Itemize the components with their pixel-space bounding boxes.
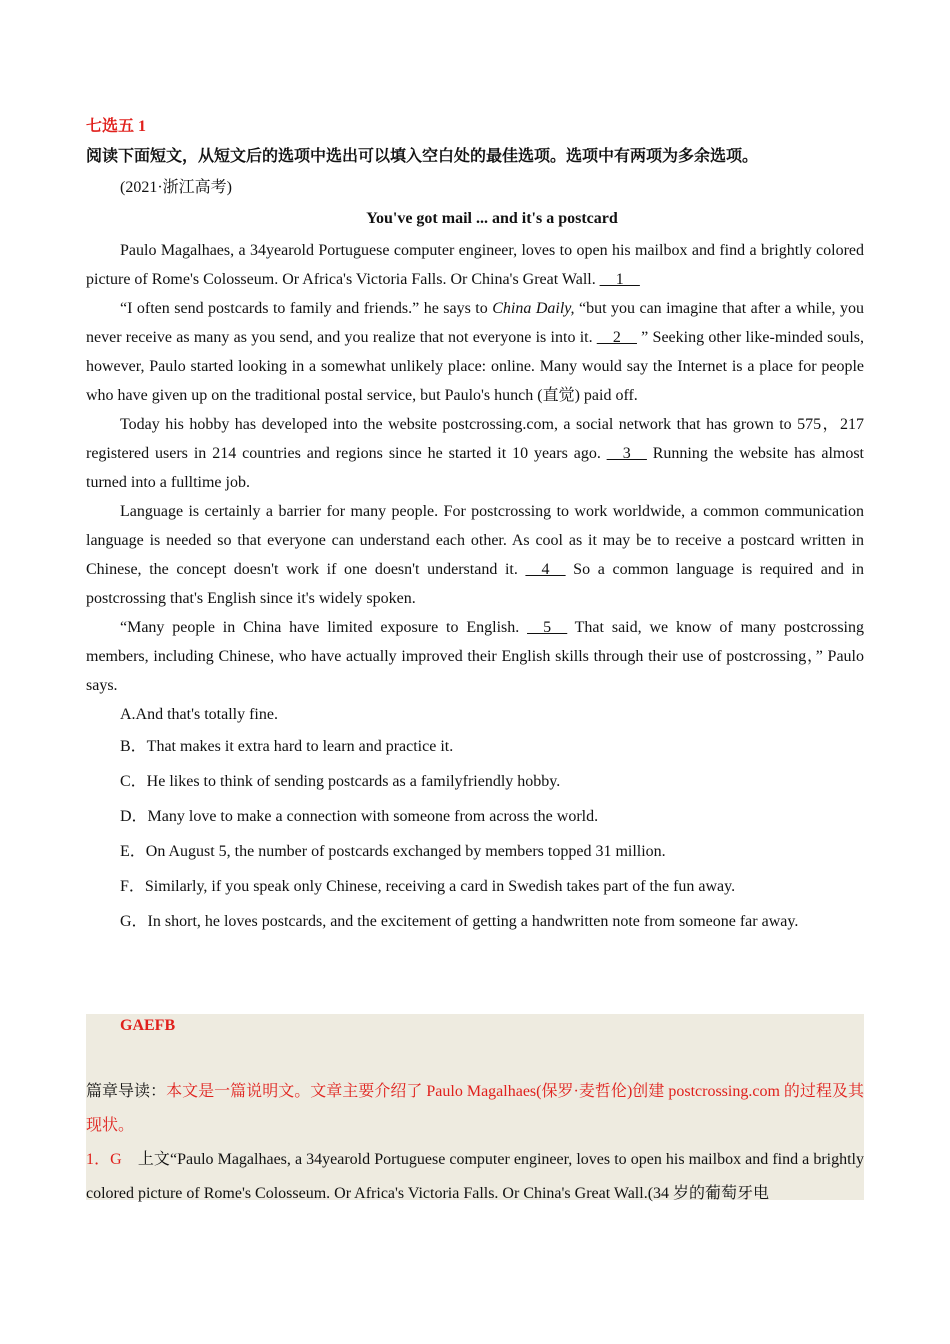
passage-guide bbox=[86, 1075, 864, 1143]
item-number: 1．G bbox=[86, 1151, 122, 1168]
text: Language is certainly a barrier for many people. For postcrossing to work worldwide, a common communication language is needed so that everyone can understand each other. As cool as it may be to receive a postcard written in Chinese, the concept doesn't work if one doesn't understand it. bbox=[86, 503, 864, 578]
option-d: D．Many love to make a connection with someone from across the world. bbox=[120, 808, 599, 825]
text: “but you can imagine that after a while, you never receive as many as you send, and you realize that not everyone is into it. bbox=[86, 300, 865, 346]
paragraph-5 bbox=[86, 613, 864, 700]
option-f: F．Similarly, if you speak only Chinese, receiving a card in Swedish takes part of the fun away. bbox=[120, 878, 736, 895]
option-b: B．That makes it extra hard to learn and practice it. bbox=[120, 738, 454, 755]
item-text: 上文“Paulo Magalhaes, a 34yearold Portuguese computer engineer, loves to open his mailbox and find a brightly colored picture of Rome's Colosseum. Or Africa's Victoria Falls. Or China's Great Wall.(34 岁的葡萄牙电 bbox=[86, 1151, 864, 1202]
option-g: G．In short, he loves postcards, and the excitement of getting a handwritten note from someone far away. bbox=[120, 913, 799, 930]
text: “Many people in China have limited exposure to English. bbox=[120, 619, 528, 636]
text: “I often send postcards to family and friends.” he says to bbox=[120, 300, 493, 317]
section-title: 七选五 1 bbox=[86, 118, 147, 135]
blank-2: __2__ bbox=[596, 329, 637, 346]
blank-3: __3__ bbox=[606, 445, 647, 462]
instructions: 阅读下面短文，从短文后的选项中选出可以填入空白处的最佳选项。选项中有两项为多余选项。 bbox=[86, 148, 759, 165]
blank-4: __4__ bbox=[525, 561, 566, 578]
paragraph-2 bbox=[86, 294, 864, 410]
guide-text: 本文是一篇说明文。文章主要介绍了 Paulo Magalhaes(保罗·麦哲伦)创建 postcrossing.com 的过程及其现状。 bbox=[86, 1083, 864, 1134]
text: So a common language is required and in postcrossing that's English since it's widely spoken. bbox=[86, 561, 865, 607]
text: ” Seeking other like-minded souls, however, Paulo started looking in a somewhat unlikely place: online. Many would say the Internet is a place for people who have given up on the traditional postal service, but Paulo's hunch (直觉) paid off. bbox=[86, 329, 864, 404]
option-a: A.And that's totally fine. bbox=[120, 706, 278, 723]
paragraph-1 bbox=[86, 236, 864, 294]
guide-label: 篇章导读： bbox=[86, 1083, 167, 1100]
text: Today his hobby has developed into the website postcrossing.com, a social network that has grown to 575，217 registered users in 214 countries and regions since he started it 10 years ago. bbox=[86, 416, 864, 462]
explanation-1 bbox=[86, 1143, 864, 1211]
italic-text: China Daily, bbox=[492, 300, 575, 317]
answer-key: GAEFB bbox=[120, 1017, 176, 1034]
blank-1: __1__ bbox=[599, 271, 640, 288]
question-section bbox=[86, 114, 864, 939]
text: Running the website has almost turned into a fulltime job. bbox=[86, 445, 865, 491]
option-c: C．He likes to think of sending postcards as a familyfriendly hobby. bbox=[120, 773, 561, 790]
paragraph-4 bbox=[86, 497, 864, 613]
text: That said, we know of many postcrossing members, including Chinese, who have actually improved their English skills through their use of postcrossing，” Paulo says. bbox=[86, 619, 864, 694]
paragraph-3 bbox=[86, 410, 864, 497]
article-title: You've got mail ... and it's a postcard bbox=[366, 210, 618, 227]
blank-5: __5__ bbox=[527, 619, 568, 636]
source: (2021·浙江高考) bbox=[120, 179, 232, 196]
answer-section bbox=[86, 1014, 864, 1200]
option-e: E．On August 5, the number of postcards exchanged by members topped 31 million. bbox=[120, 843, 666, 860]
text: Paulo Magalhaes, a 34yearold Portuguese computer engineer, loves to open his mailbox and find a brightly colored picture of Rome's Colosseum. Or Africa's Victoria Falls. Or China's Great Wall. bbox=[86, 242, 864, 288]
